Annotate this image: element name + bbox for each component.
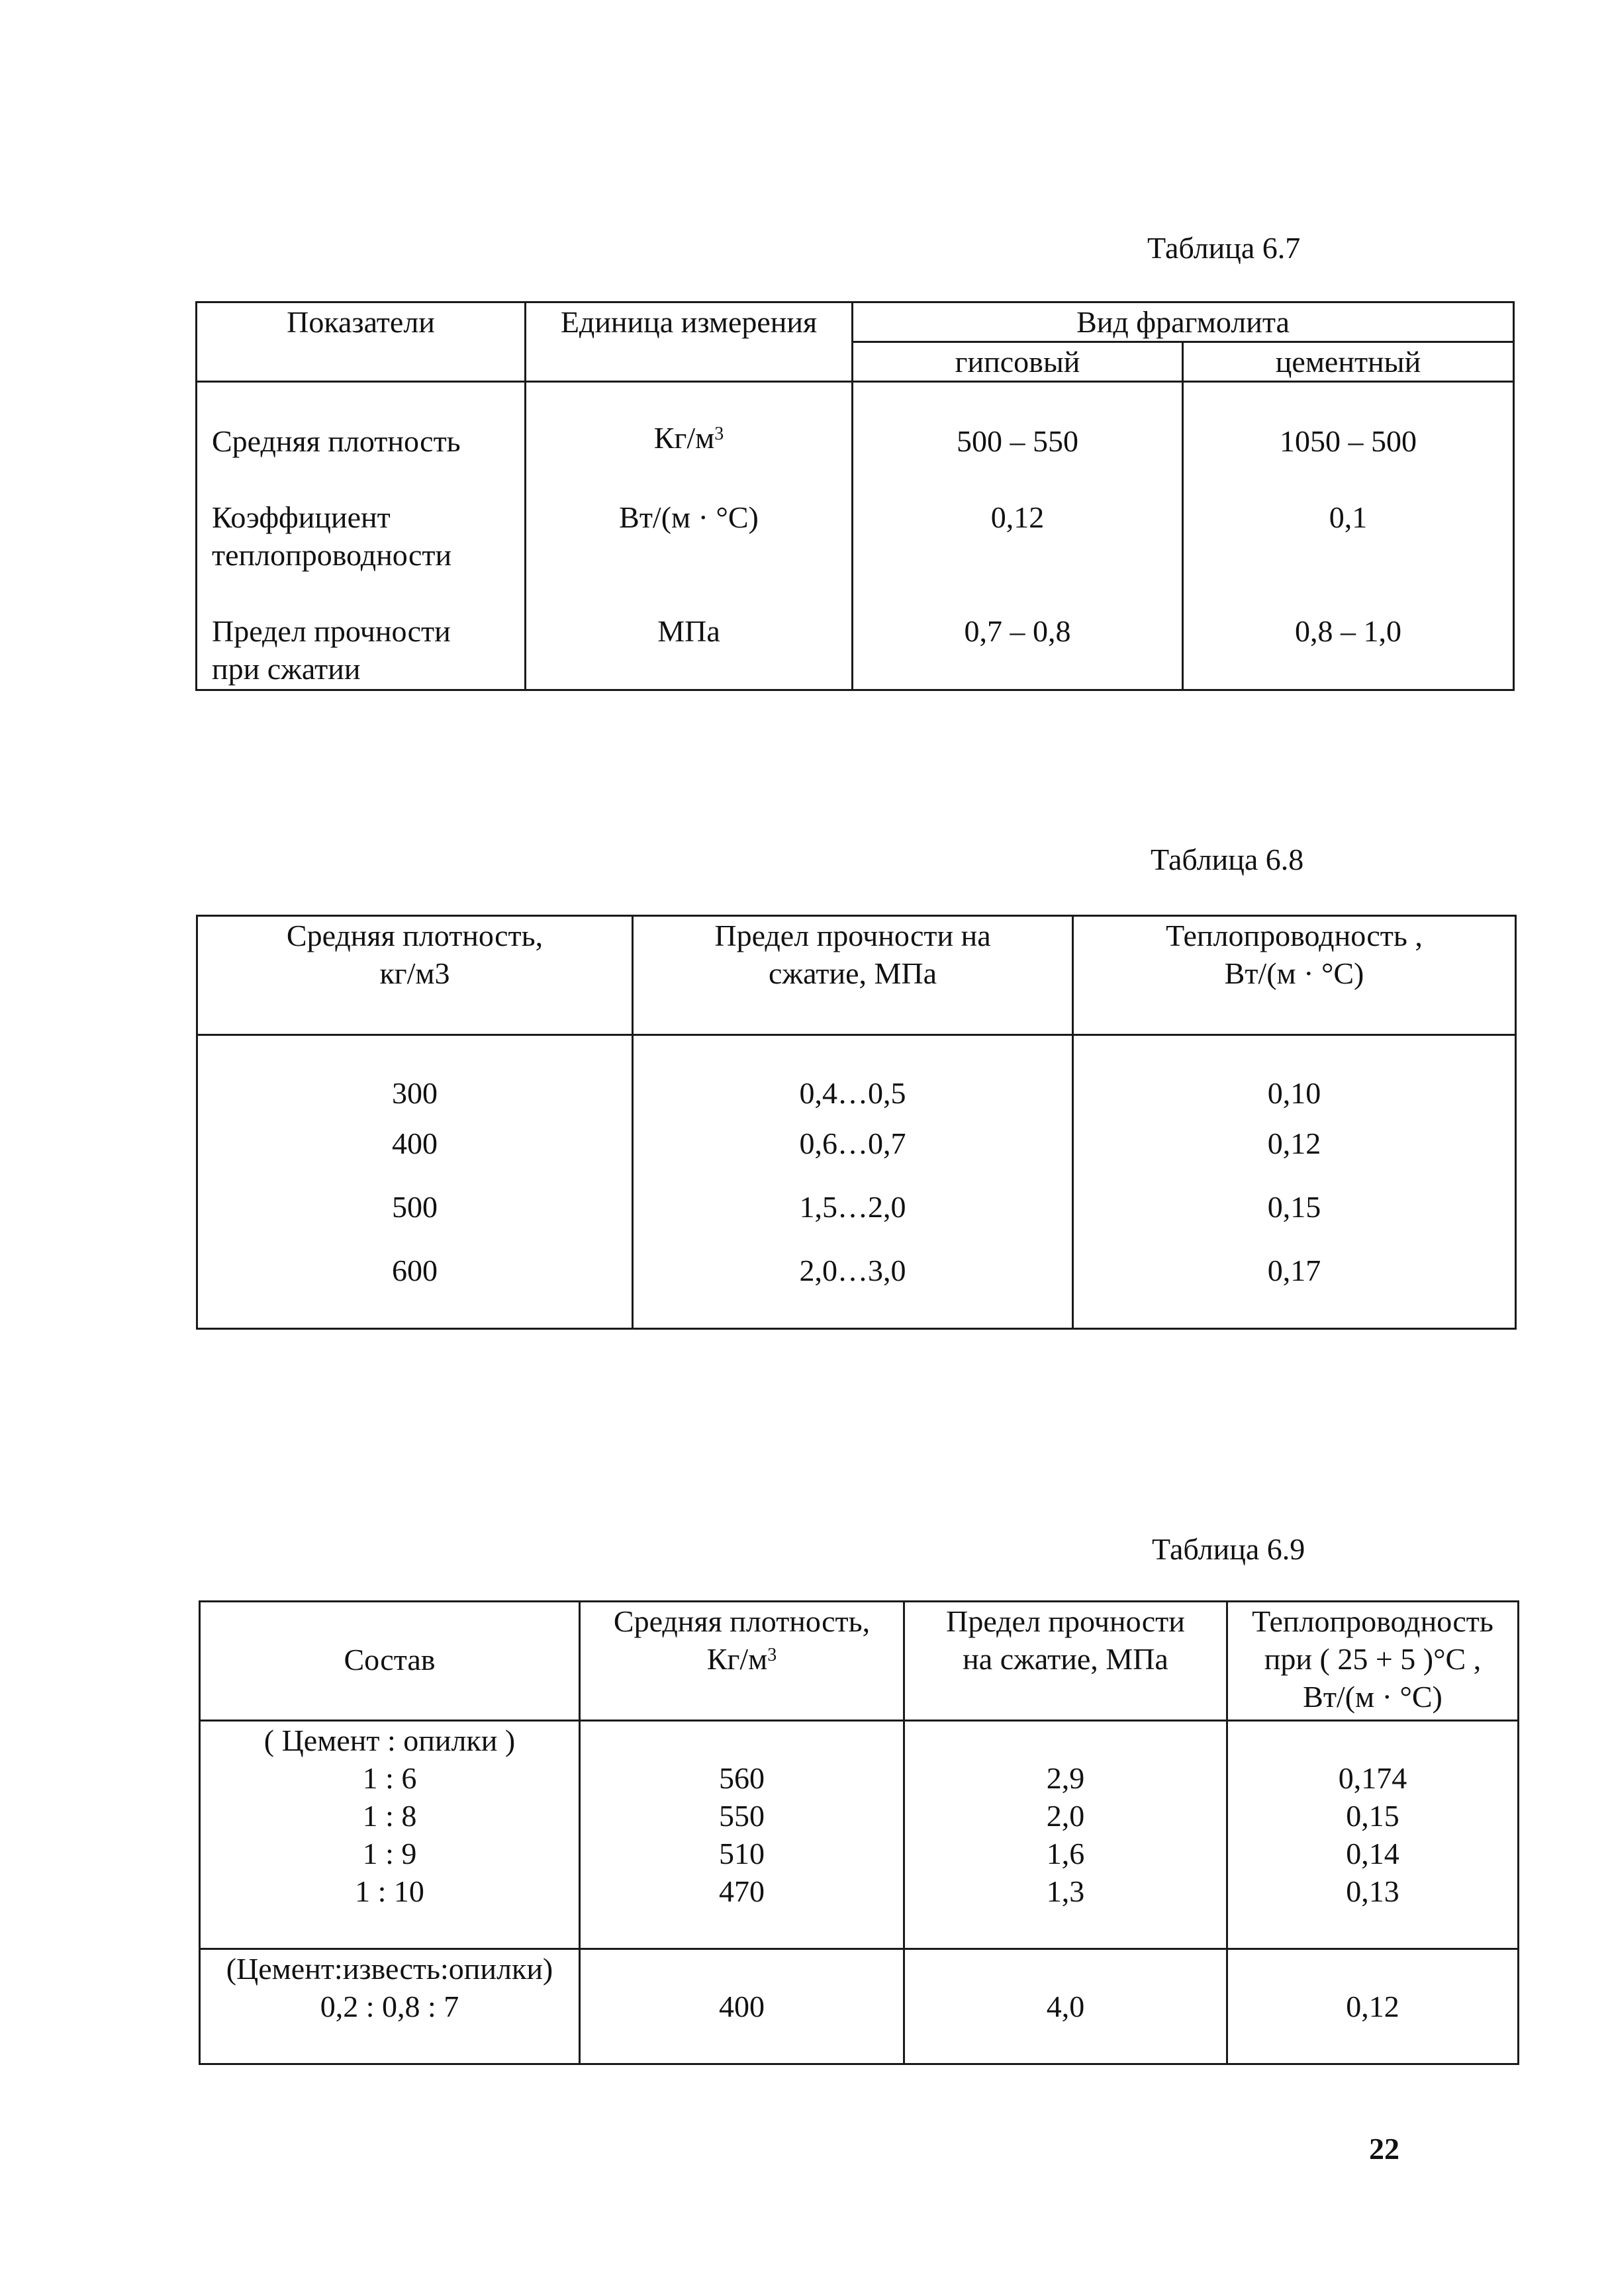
row-unit: МПа	[526, 612, 853, 690]
row-conductivity: 0,15	[1073, 1181, 1516, 1245]
row-gypsum-value: 0,12	[853, 498, 1183, 612]
table-6-8-caption: Таблица 6.8	[1151, 843, 1304, 876]
table-row	[197, 382, 1514, 498]
table-row	[197, 1181, 1516, 1245]
row-indicator: Коэффициент теплопроводности	[197, 498, 526, 612]
row-indicator: Предел прочности при сжатии	[197, 612, 526, 690]
table-row	[197, 612, 1514, 690]
group2-conductivity: 0,12	[1227, 1949, 1519, 2064]
table-6-9	[199, 1600, 1519, 2065]
row-conductivity: 0,12	[1073, 1118, 1516, 1181]
header-strength: Предел прочности на сжатие, МПа	[904, 1602, 1227, 1721]
row-density: 600	[197, 1245, 633, 1329]
header-conductivity: Теплопроводность при ( 25 + 5 )°С , Вт/(м · °С)	[1227, 1602, 1519, 1721]
table-6-8	[196, 915, 1517, 1330]
row-strength: 0,4…0,5	[633, 1035, 1073, 1118]
row-unit: $Кг/м^3$	[526, 382, 853, 498]
row-density: 500	[197, 1181, 633, 1245]
row-strength: 0,6…0,7	[633, 1118, 1073, 1181]
group1-densities: 560 550 510 470	[580, 1721, 904, 1949]
row-cement-value: 0,8 – 1,0	[1183, 612, 1514, 690]
group1-composition: ( Цемент : опилки ) 1 : 6 1 : 8 1 : 9 1 : 10	[200, 1721, 580, 1949]
page-number: 22	[1369, 2132, 1399, 2166]
row-gypsum-value: 500 – 550	[853, 382, 1183, 498]
row-indicator: Средняя плотность	[197, 382, 526, 498]
header-density: Средняя плотность, кг/м3	[197, 916, 633, 1035]
row-cement-value: 0,1	[1183, 498, 1514, 612]
table-row	[197, 1245, 1516, 1329]
row-conductivity: 0,10	[1073, 1035, 1516, 1118]
header-conductivity: Теплопроводность , Вт/(м · °С)	[1073, 916, 1516, 1035]
table-row	[200, 1721, 1519, 1949]
header-composition: Состав	[200, 1602, 580, 1721]
row-gypsum-value: 0,7 – 0,8	[853, 612, 1183, 690]
row-unit: Вт/(м · °С)	[526, 498, 853, 612]
group1-strengths: 2,9 2,0 1,6 1,3	[904, 1721, 1227, 1949]
table-row	[197, 1118, 1516, 1181]
row-density: 300	[197, 1035, 633, 1118]
header-density: Средняя плотность, $Кг/м^3$	[580, 1602, 904, 1721]
header-strength: Предел прочности на сжатие, МПа	[633, 916, 1073, 1035]
row-density: 400	[197, 1118, 633, 1181]
header-indicator: Показатели	[197, 302, 526, 382]
row-strength: 1,5…2,0	[633, 1181, 1073, 1245]
header-cement: цементный	[1183, 342, 1514, 382]
row-conductivity: 0,17	[1073, 1245, 1516, 1329]
header-fragmolit-type: Вид фрагмолита	[853, 302, 1514, 342]
table-row	[200, 1949, 1519, 2064]
group1-conductivities: 0,174 0,15 0,14 0,13	[1227, 1721, 1519, 1949]
table-6-9-caption: Таблица 6.9	[1152, 1532, 1305, 1566]
group2-strength: 4,0	[904, 1949, 1227, 2064]
header-gypsum: гипсовый	[853, 342, 1183, 382]
table-row	[197, 498, 1514, 612]
header-unit: Единица измерения	[526, 302, 853, 382]
table-6-7	[195, 301, 1515, 691]
row-strength: 2,0…3,0	[633, 1245, 1073, 1329]
group2-density: 400	[580, 1949, 904, 2064]
table-6-7-caption: Таблица 6.7	[1147, 231, 1301, 265]
group2-composition: (Цемент:известь:опилки) 0,2 : 0,8 : 7	[200, 1949, 580, 2064]
table-row	[197, 1035, 1516, 1118]
row-cement-value: 1050 – 500	[1183, 382, 1514, 498]
